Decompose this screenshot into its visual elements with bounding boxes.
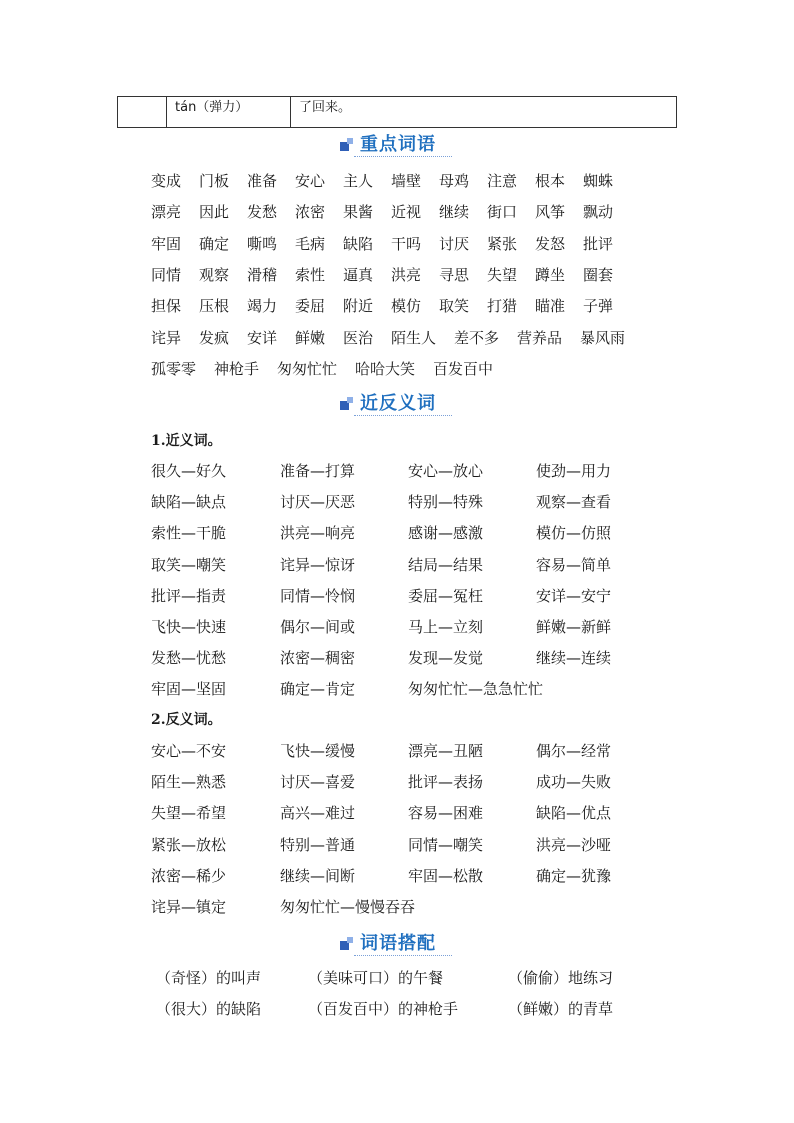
word-item: 取笑—嘲笑: [151, 555, 227, 574]
word-item: （鲜嫩）的青草: [508, 1000, 614, 1018]
word-item: 失望: [487, 265, 518, 284]
section-title: 词语搭配: [360, 933, 436, 954]
word-item: 确定—犹豫: [536, 866, 612, 885]
word-item: 讨厌—喜爱: [280, 773, 356, 792]
word-item: 浓密: [295, 203, 326, 222]
word-item: 鲜嫩: [295, 328, 326, 347]
word-item: 批评—指责: [151, 586, 227, 605]
word-item: 容易—困难: [408, 804, 484, 823]
word-item: 牢固—松散: [408, 866, 484, 885]
word-item: 安详: [247, 328, 278, 347]
word-item: 批评: [583, 234, 614, 253]
word-item: 附近: [343, 297, 374, 316]
word-item: 干吗: [391, 234, 422, 253]
word-item: 街口: [487, 203, 518, 222]
word-item: 营养品: [517, 328, 563, 347]
word-item: 飞快—缓慢: [280, 742, 356, 760]
word-item: 安详—安宁: [536, 586, 612, 605]
word-item: 竭力: [247, 297, 278, 316]
word-item: 根本: [535, 172, 566, 190]
word-item: 子弹: [583, 297, 614, 316]
word-item: 浓密—稠密: [280, 649, 356, 668]
word-item: 漂亮—丑陋: [408, 742, 484, 760]
word-item: 索性—干脆: [151, 524, 227, 543]
word-item: 瞄准: [535, 297, 566, 316]
word-item: 门板: [199, 172, 230, 190]
word-item: 批评—表扬: [408, 773, 484, 792]
word-item: 差不多: [454, 328, 500, 347]
word-item: 偶尔—间或: [280, 618, 356, 636]
word-item: 容易—简单: [536, 555, 612, 574]
word-item: 安心—不安: [151, 742, 227, 760]
word-item: 使劲—用力: [536, 462, 612, 480]
word-item: 偶尔—经常: [536, 742, 612, 760]
word-item: 发疯: [199, 328, 230, 347]
word-item: 准备—打算: [280, 462, 356, 480]
word-item: 洪亮—响亮: [280, 524, 356, 543]
table-cell-2: tán（弹力）: [167, 97, 291, 127]
heading-underline: [354, 415, 452, 416]
section-title: 近反义词: [360, 393, 436, 414]
word-item: 确定: [199, 234, 230, 253]
word-item: 圈套: [583, 265, 614, 284]
word-item: 牢固—坚固: [151, 680, 227, 699]
word-item: 模仿: [391, 297, 422, 316]
word-item: 准备: [247, 172, 278, 190]
word-item: 缺陷: [343, 234, 374, 253]
heading-square-accent-icon: [347, 138, 353, 144]
word-item: 逼真: [343, 265, 374, 284]
word-item: 发愁: [247, 203, 278, 222]
word-item: 牢固: [151, 234, 182, 253]
word-item: 确定—肯定: [280, 680, 356, 699]
word-item: 结局—结果: [408, 555, 484, 574]
word-item: 特别—特殊: [408, 493, 484, 512]
word-item: 暴风雨: [580, 328, 626, 347]
word-item: 鲜嫩—新鲜: [536, 618, 612, 636]
word-item: （很大）的缺陷: [156, 1000, 262, 1018]
word-item: 讨厌: [439, 234, 470, 253]
word-item: 特别—普通: [280, 835, 356, 854]
word-item: 失望—希望: [151, 804, 227, 823]
table-cell-1: [118, 97, 167, 127]
word-item: 浓密—稀少: [151, 866, 227, 885]
word-item: 诧异: [151, 328, 182, 347]
word-item: 同情: [151, 265, 182, 284]
word-item: 母鸡: [439, 172, 470, 190]
word-item: （偷偷）地练习: [508, 969, 614, 987]
word-item: 诧异—惊讶: [280, 555, 356, 574]
word-item: （奇怪）的叫声: [156, 969, 262, 987]
word-item: 蜘蛛: [583, 172, 614, 190]
word-item: 百发百中: [433, 359, 494, 378]
word-item: 洪亮—沙哑: [536, 835, 612, 854]
word-item: 马上—立刻: [408, 618, 484, 636]
word-item: 同情—嘲笑: [408, 835, 484, 854]
word-item: 讨厌—厌恶: [280, 493, 356, 512]
word-item: 缺陷—优点: [536, 804, 612, 823]
word-item: 很久—好久: [151, 462, 227, 480]
word-item: 成功—失败: [536, 773, 612, 792]
word-item: （美味可口）的午餐: [308, 969, 444, 987]
word-item: 继续—间断: [280, 866, 356, 885]
word-item: 漂亮: [151, 203, 182, 222]
word-item: 滑稽: [247, 265, 278, 284]
word-item: 果酱: [343, 203, 374, 222]
word-item: 飘动: [583, 203, 614, 222]
word-item: 观察—查看: [536, 493, 612, 512]
heading-square-accent-icon: [347, 937, 353, 943]
word-item: 紧张—放松: [151, 835, 227, 854]
word-item: 索性: [295, 265, 326, 284]
heading-underline: [354, 955, 452, 956]
word-item: 毛病: [295, 234, 326, 253]
word-item: 高兴—难过: [280, 804, 356, 823]
word-item: 安心: [295, 172, 326, 190]
word-item: 紧张: [487, 234, 518, 253]
word-item: 匆匆忙忙—急急忙忙: [408, 680, 544, 699]
word-item: 安心—放心: [408, 462, 484, 480]
word-item: 同情—怜悯: [280, 586, 356, 605]
word-item: 模仿—仿照: [536, 524, 612, 543]
word-item: 缺陷—缺点: [151, 493, 227, 512]
word-item: 压根: [199, 297, 230, 316]
word-item: 寻思: [439, 265, 470, 284]
word-item: 担保: [151, 297, 182, 316]
heading-square-accent-icon: [347, 397, 353, 403]
word-item: 医治: [343, 328, 374, 347]
word-item: 因此: [199, 203, 230, 222]
word-item: 继续—连续: [536, 649, 612, 668]
word-item: 洪亮: [391, 265, 422, 284]
word-item: 委屈: [295, 297, 326, 316]
word-item: 匆匆忙忙: [277, 359, 338, 378]
word-item: 观察: [199, 265, 230, 284]
section-title: 重点词语: [360, 134, 436, 155]
word-item: 哈哈大笑: [355, 359, 416, 378]
antonyms-label: 2.反义词。: [151, 712, 222, 728]
word-item: 神枪手: [214, 359, 260, 378]
word-item: 发愁—忧愁: [151, 649, 227, 668]
word-item: 变成: [151, 172, 182, 190]
word-item: 飞快—快速: [151, 618, 227, 636]
word-item: 孤零零: [151, 359, 197, 378]
synonyms-label: 1.近义词。: [151, 433, 222, 449]
table-cell-3: 了回来。: [299, 100, 352, 115]
word-item: 继续: [439, 203, 470, 222]
word-item: 发怒: [535, 234, 566, 253]
word-item: 近视: [391, 203, 422, 222]
word-item: 陌生人: [391, 328, 437, 347]
word-item: 匆匆忙忙—慢慢吞吞: [280, 898, 416, 916]
word-item: 主人: [343, 172, 374, 190]
table-fragment: [117, 96, 677, 128]
word-item: （百发百中）的神枪手: [308, 1000, 459, 1018]
word-item: 嘶鸣: [247, 234, 278, 253]
word-item: 陌生—熟悉: [151, 773, 227, 792]
word-item: 委屈—冤枉: [408, 586, 484, 605]
word-item: 取笑: [439, 297, 470, 316]
word-item: 蹲坐: [535, 265, 566, 284]
word-item: 注意: [487, 172, 518, 190]
word-item: 墙壁: [391, 172, 422, 190]
word-item: 风筝: [535, 203, 566, 222]
word-item: 打猎: [487, 297, 518, 316]
word-item: 感谢—感激: [408, 524, 484, 543]
word-item: 发现—发觉: [408, 649, 484, 668]
heading-underline: [354, 156, 452, 157]
word-item: 诧异—镇定: [151, 898, 227, 916]
